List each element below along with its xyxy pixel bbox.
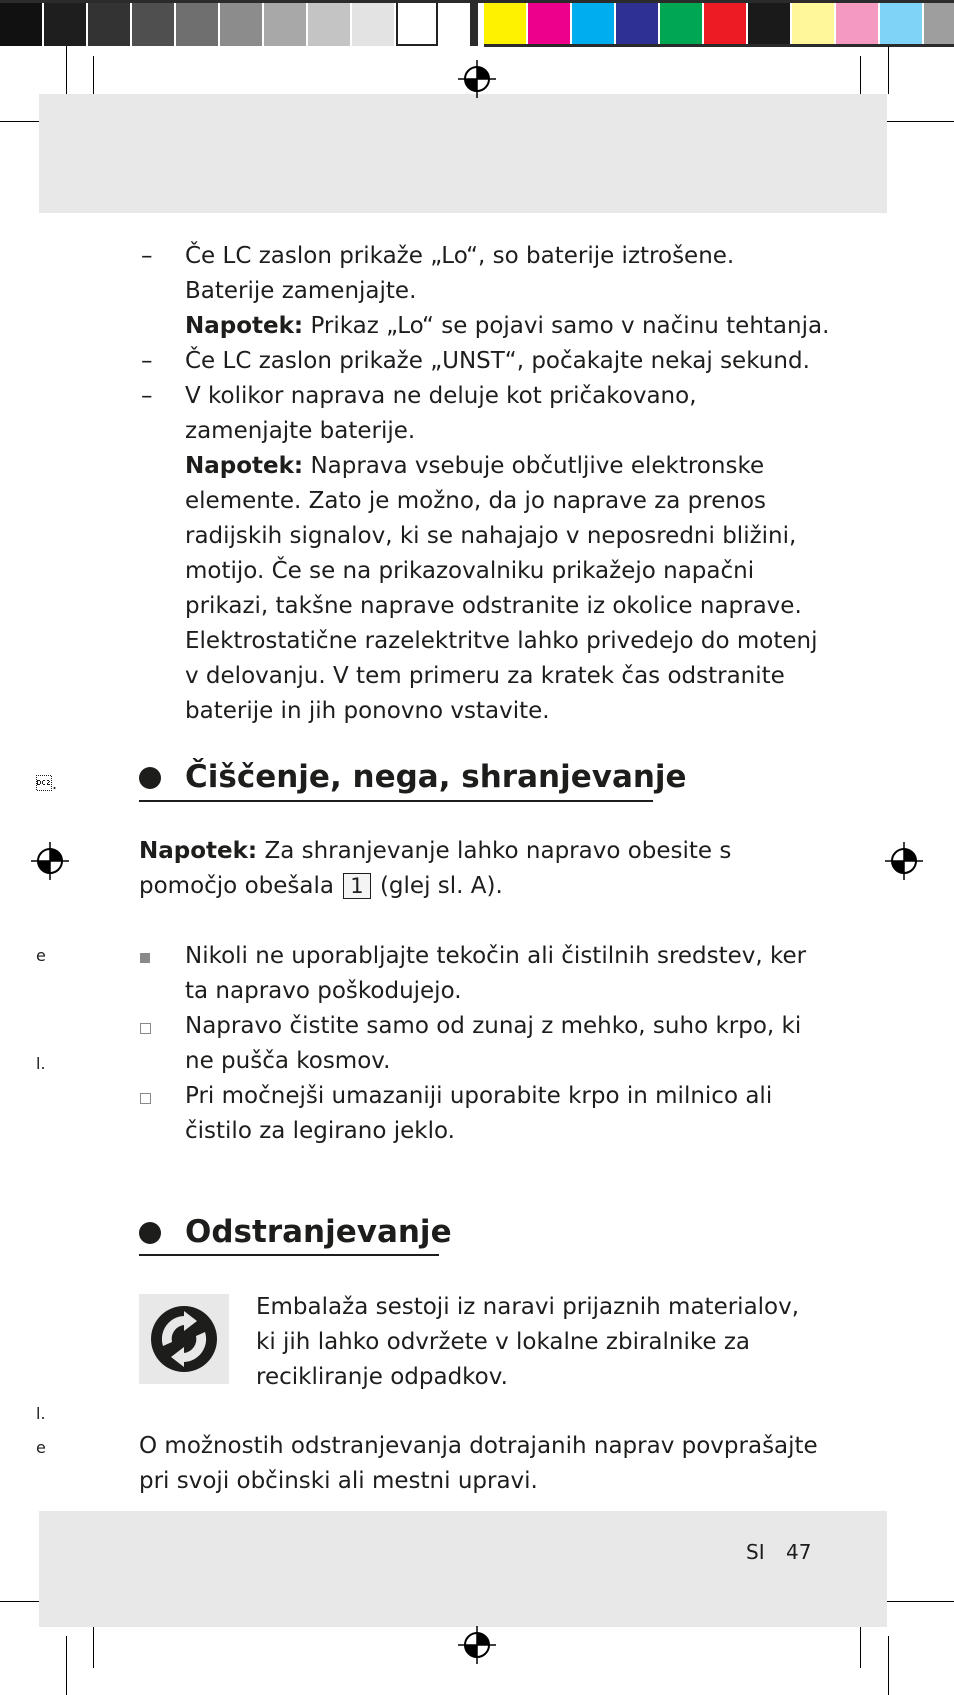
note-paragraph	[185, 309, 835, 344]
calibration-swatch	[792, 0, 834, 46]
checkbox-filled-icon	[140, 953, 150, 963]
section-heading: Odstranjevanje	[185, 1214, 452, 1250]
list-dash: –	[141, 348, 153, 374]
calibration-swatch	[176, 0, 218, 46]
list-dash: –	[141, 243, 153, 269]
language-code: SI	[746, 1540, 765, 1564]
calibration-swatch	[572, 0, 614, 46]
calibration-swatch	[396, 0, 438, 46]
crop-mark	[888, 46, 889, 94]
margin-fragment: .	[36, 774, 58, 793]
note-label: Napotek:	[139, 838, 258, 864]
list-dash: –	[141, 383, 153, 409]
note-label: Napotek:	[185, 453, 304, 479]
calibration-swatch	[44, 0, 86, 46]
section-heading: Čiščenje, nega, shranjevanje	[185, 759, 687, 795]
crop-mark	[66, 1636, 67, 1695]
list-item: Napravo čistite samo od zunaj z mehko, suho krpo, ki ne pušča kosmov.	[185, 1013, 802, 1074]
disposal-paragraph: O možnostih odstranjevanja dotrajanih naprav povprašajte pri svoji občinski ali mestni upravi.	[139, 1433, 818, 1494]
calibration-swatch	[308, 0, 350, 46]
packaging-paragraph: Embalaža sestoji iz naravi prijaznih materialov, ki jih lahko odvržete v lokalne zbiralnike za recikliranje odpadkov.	[256, 1294, 800, 1390]
crop-mark	[66, 46, 67, 94]
heading-underline	[139, 1254, 439, 1256]
calibration-swatch	[484, 0, 526, 46]
calibration-swatch	[880, 0, 922, 46]
calibration-swatch	[616, 0, 658, 46]
calibration-swatch	[748, 0, 790, 46]
note-text: Za shranjevanje lahko napravo obesite s pomočjo obešala	[139, 838, 732, 899]
page-number: 47	[786, 1540, 812, 1564]
note-text: (glej sl. A).	[379, 873, 503, 899]
note-text: Prikaz „Lo“ se pojavi samo v načinu tehtanja.	[310, 313, 830, 339]
recycle-logo-box	[139, 1294, 229, 1384]
list-item: V kolikor naprava ne deluje kot pričakovano, zamenjajte baterije.	[185, 383, 697, 444]
heading-bullet-icon	[139, 1222, 161, 1244]
note-paragraph	[185, 449, 825, 729]
crop-mark	[888, 1636, 889, 1695]
note-label: Napotek:	[185, 313, 304, 339]
registration-mark-icon	[31, 842, 69, 880]
calibration-swatch	[528, 0, 570, 46]
note-text: Naprava vsebuje občutljive elektronske elemente. Zato je možno, da jo naprave za prenos radijskih signalov, ki se nahajajo v neposredni bližini, motijo. Če se na prikazovalniku prikažejo napačni prikazi, takšne naprave odstranite iz okolice naprave. Elektrostatične razelektritve lahko privedejo do motenj v delovanju. V tem primeru za kratek čas odstranite baterije in jih ponovno vstavite.	[185, 453, 818, 724]
registration-mark-icon	[458, 1626, 496, 1664]
calibration-separator	[470, 0, 478, 46]
registration-mark-icon	[885, 842, 923, 880]
list-item: Pri močnejši umazaniji uporabite krpo in milnico ali čistilo za legirano jeklo.	[185, 1083, 773, 1144]
checkbox-empty-icon	[140, 1023, 151, 1034]
checkbox-empty-icon	[140, 1093, 151, 1104]
crop-mark	[860, 1622, 861, 1668]
heading-underline	[139, 800, 653, 802]
crop-mark	[93, 1622, 94, 1668]
calibration-swatch	[0, 0, 42, 46]
figure-reference: 1	[343, 873, 370, 899]
list-item: Če LC zaslon prikaže „UNST“, počakajte nekaj sekund.	[185, 348, 810, 374]
calibration-swatch	[352, 0, 394, 46]
margin-fragment: e	[36, 1438, 46, 1457]
heading-bullet-icon	[139, 767, 161, 789]
calibration-swatch	[924, 0, 954, 46]
margin-fragment: l.	[36, 1054, 46, 1073]
calibration-swatch	[88, 0, 130, 46]
footer-band	[39, 1511, 887, 1627]
calibration-swatch	[704, 0, 746, 46]
calibration-swatch	[132, 0, 174, 46]
margin-fragment: e	[36, 946, 46, 965]
green-dot-recycling-icon	[139, 1294, 229, 1384]
calibration-swatch	[836, 0, 878, 46]
calibration-swatch	[264, 0, 306, 46]
header-band	[39, 94, 887, 213]
crop-mark	[880, 1601, 954, 1602]
calibration-strip-border	[484, 44, 954, 47]
list-item: Če LC zaslon prikaže „Lo“, so baterije iztrošene. Baterije zamenjajte.	[185, 243, 735, 304]
note-paragraph	[139, 834, 829, 904]
crop-mark	[880, 121, 954, 122]
list-item: Nikoli ne uporabljajte tekočin ali čistilnih sredstev, ker ta napravo poškodujejo.	[185, 943, 807, 1004]
registration-mark-icon	[458, 60, 496, 98]
calibration-swatch	[220, 0, 262, 46]
calibration-swatch	[660, 0, 702, 46]
margin-fragment: l.	[36, 1404, 46, 1423]
